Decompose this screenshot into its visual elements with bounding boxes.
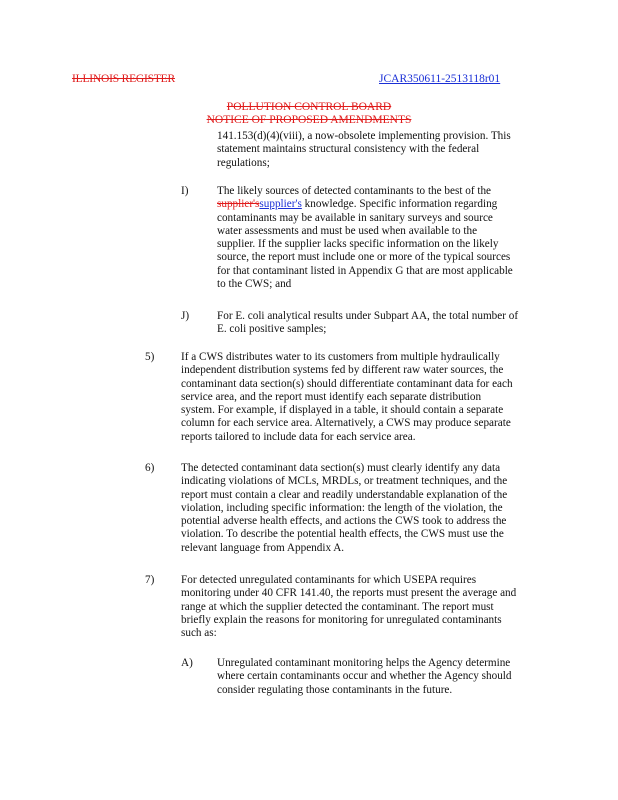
continuation-text — [217, 130, 511, 170]
text-line: source, the report must include one or more of the typical sources — [217, 251, 511, 264]
text-line: violation. To describe the potential health effects, the CWS must use the — [181, 528, 504, 541]
text-line: briefly explain the reasons for monitoring for unregulated contaminants — [181, 613, 502, 626]
item-7-text — [181, 574, 516, 640]
text-line: If a CWS distributes water to its customers from multiple hydraulically — [181, 351, 500, 363]
struck-word: supplier's — [217, 198, 260, 211]
text-line: violation, including specific information: the length of the violation, the — [181, 501, 503, 514]
text-line — [217, 198, 513, 211]
item-label-i: I) — [181, 185, 189, 197]
text-line: such as: — [181, 627, 217, 640]
text-fragment: knowledge. Specific information regarding — [301, 198, 498, 211]
text-line: E. coli positive samples; — [217, 323, 327, 336]
text-line: to the CWS; and — [217, 278, 292, 291]
jcar-reference: JCAR350611-2513118r01 — [379, 73, 501, 85]
register-header: ILLINOIS REGISTER — [72, 73, 175, 85]
text-line: supplier. If the supplier lacks specific information on the likely — [217, 238, 499, 251]
text-line: potential adverse health effects, and actions the CWS took to address the — [181, 515, 507, 528]
item-a-text — [217, 657, 512, 697]
text-line: Unregulated contaminant monitoring helps the Agency determine — [217, 657, 511, 669]
item-label-7: 7) — [145, 574, 155, 586]
item-label-6: 6) — [145, 462, 155, 474]
text-line: contaminant data section(s) should differentiate contaminant data for each — [181, 377, 513, 390]
item-5-text — [181, 351, 513, 444]
text-line: for that contaminant listed in Appendix G that are most applicable — [217, 264, 513, 277]
text-line: relevant language from Appendix A. — [181, 541, 345, 554]
text-line: column for each service area. Alternatively, a CWS may produce separate — [181, 417, 511, 430]
text-line: For detected unregulated contaminants for which USEPA requires — [181, 574, 477, 586]
text-line: reports tailored to include data for each service area. — [181, 430, 416, 443]
text-line: indicating violations of MCLs, MRDLs, or treatment techniques, and the — [181, 475, 508, 488]
item-i-text — [217, 185, 513, 291]
text-line: where certain contaminants occur and whether the Agency should — [217, 670, 512, 683]
text-line: report must contain a clear and readily understandable explanation of the — [181, 488, 508, 501]
item-label-5: 5) — [145, 351, 155, 363]
text-line: consider regulating those contaminants in the future. — [217, 683, 453, 696]
text-line: range at which the supplier detected the contaminant. The report must — [181, 600, 494, 613]
item-label-a: A) — [181, 657, 193, 669]
text-line: contaminants may be available in sanitary surveys and source — [217, 211, 493, 224]
item-6-text — [181, 462, 507, 555]
notice-title: NOTICE OF PROPOSED AMENDMENTS — [206, 113, 412, 126]
text-line: system. For example, if displayed in a table, it should contain a separate — [181, 404, 504, 417]
text-line: For E. coli analytical results under Subpart AA, the total number of — [217, 310, 519, 322]
text-line: The detected contaminant data section(s) must clearly identify any data — [181, 462, 501, 474]
page-title — [0, 101, 618, 126]
item-j-text — [217, 310, 518, 337]
inserted-word: supplier's — [259, 198, 302, 211]
text-line: monitoring under 40 CFR 141.40, the reports must present the average and — [181, 587, 517, 600]
board-name: POLLUTION CONTROL BOARD — [226, 101, 392, 113]
text-line: service area, and the report must identify each separate distribution — [181, 390, 482, 403]
item-label-j: J) — [181, 310, 190, 322]
text-line: water assessments and must be used when available to the — [217, 224, 478, 237]
text-line: 141.153(d)(4)(viii), a now-obsolete implementing provision. This — [217, 130, 511, 142]
text-line: regulations; — [217, 156, 270, 169]
text-line: The likely sources of detected contaminants to the best of the — [217, 185, 492, 197]
text-line: independent distribution systems fed by different raw water sources, the — [181, 364, 504, 377]
text-line: statement maintains structural consistency with the federal — [217, 143, 480, 156]
